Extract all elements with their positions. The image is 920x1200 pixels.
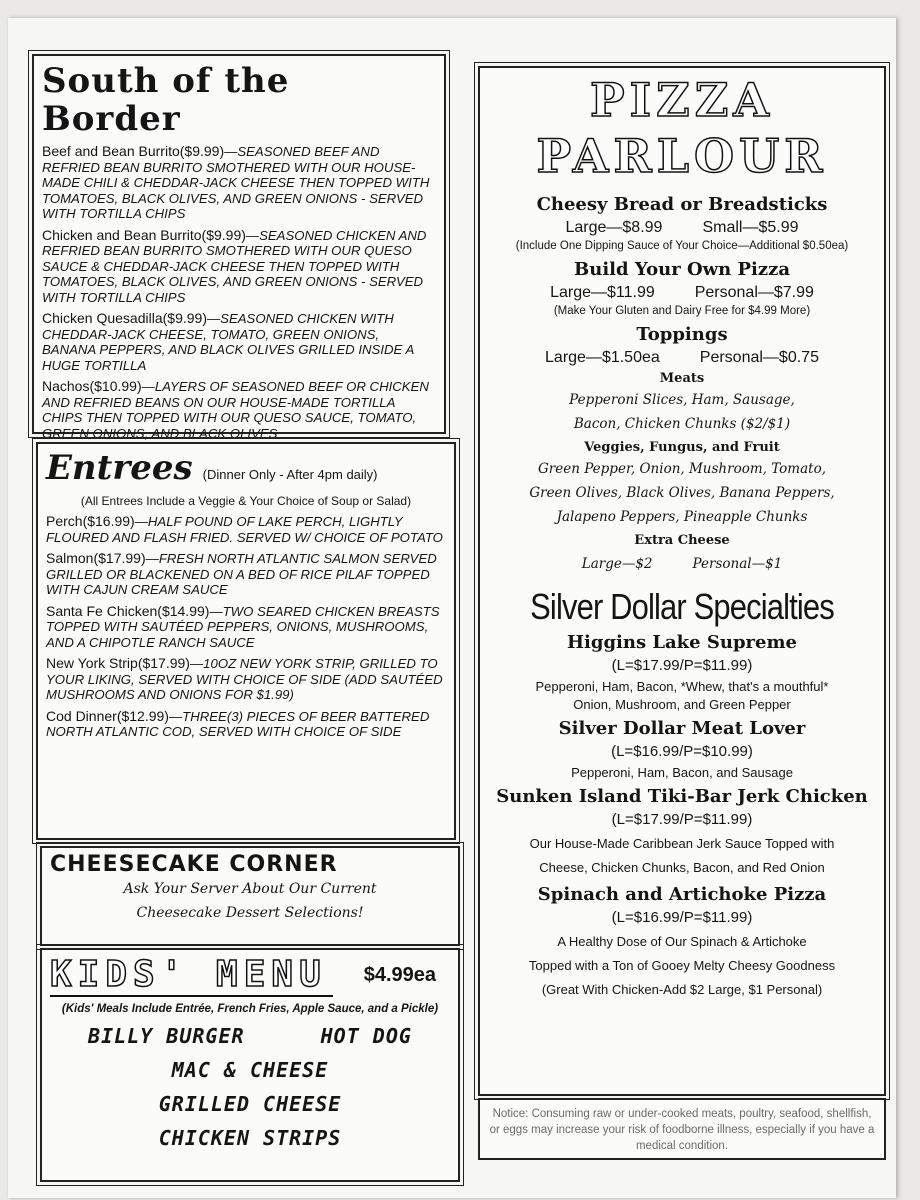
veggies-heading: Veggies, Fungus, and Fruit [584, 440, 780, 455]
item-desc: —SEASONED CHICKEN WITH CHEDDAR-JACK CHEESE, TOMATO, GREEN ONIONS, BANANA PEPPERS, AND BLACK OLIVES GRILLED INSIDE A HUGE TORTILLA [42, 311, 414, 373]
kids-item: HOT DOG [320, 1024, 412, 1048]
menu-item [42, 144, 436, 222]
kids-menu-section [40, 948, 460, 1182]
specialty-desc: Our House-Made Caribbean Jerk Sauce Topped with [529, 836, 835, 851]
item-name: Beef and Bean Burrito($9.99) [42, 143, 225, 159]
specialty-price: (L=$16.99/P=$10.99) [611, 743, 753, 760]
byo-note: (Make Your Gluten and Dairy Free for $4.99 More) [553, 305, 811, 317]
section-title: Entrees [46, 448, 193, 488]
cheesecake-corner-section [40, 846, 460, 946]
toppings-line: Bacon, Chicken Chunks ($2/$1) [573, 416, 791, 432]
specialty-name: Higgins Lake Supreme [567, 632, 797, 653]
menu-item [46, 551, 446, 598]
item-name: Perch($16.99) [46, 513, 135, 529]
price-large: Large—$1.50ea [545, 349, 660, 366]
menu-item [46, 604, 446, 651]
section-title: KIDS' MENU [50, 954, 333, 997]
section-title: South of the Border [42, 61, 290, 139]
price-personal: Personal—$0.75 [699, 349, 819, 366]
meats-heading: Meats [659, 371, 705, 386]
kids-row [50, 1019, 450, 1053]
item-name: New York Strip($17.99) [46, 655, 190, 671]
item-name: Santa Fe Chicken($14.99) [46, 602, 210, 619]
cheesecake-line: Cheesecake Dessert Selections! [136, 905, 364, 921]
kids-price: $4.99ea [363, 964, 436, 986]
specialty-desc: Cheese, Chicken Chunks, Bacon, and Red Onion [539, 860, 825, 875]
item-name: Nachos($10.99) [42, 378, 142, 394]
specialty-price: (L=$17.99/P=$11.99) [611, 811, 753, 828]
south-of-the-border-section [32, 54, 446, 441]
price-row [488, 284, 876, 302]
specialty-desc: Pepperoni, Ham, Bacon, and Sausage [571, 765, 793, 780]
toppings-line: Green Olives, Black Olives, Banana Peppers, [529, 485, 835, 501]
menu-item [46, 656, 446, 703]
price-row [488, 349, 876, 367]
menu-item [46, 709, 446, 740]
specialty-price: (L=$17.99/P=$11.99) [611, 657, 753, 674]
notice-text: Notice: Consuming raw or under-cooked meats, poultry, seafood, shellfish, or eggs may increase your risk of foodborne illness, especially if you have a medical condition. [489, 1108, 875, 1152]
item-desc: —LAYERS OF SEASONED BEEF OR CHICKEN AND REFRIED BEANS ON OUR HOUSE-MADE TORTILLA CHIPS THEN TOPPED WITH OUR QUESO SAUCE, TOMATO, GREEN ONIONS, AND BLACK OLIVES [42, 379, 429, 441]
specialty-name: Spinach and Artichoke Pizza [537, 884, 827, 905]
kids-row [50, 1121, 450, 1155]
cheesecake-line: Ask Your Server About Our Current [123, 881, 377, 897]
menu-item [42, 379, 436, 441]
food-safety-notice [478, 1098, 886, 1160]
item-desc: —SEASONED CHICKEN AND REFRIED BEAN BURRITO SMOTHERED WITH OUR QUESO SAUCE & CHEDDAR-JACK CHEESE THEN TOPPED WITH TOMATOES, BLACK OLIVES, AND GREEN ONIONS - SERVED WITH TORTILLA CHIPS [42, 227, 427, 305]
item-name: Chicken and Bean Burrito($9.99) [42, 226, 246, 243]
entrees-note: (Dinner Only - After 4pm daily) [202, 467, 378, 482]
item-desc: —TWO SEARED CHICKEN BREASTS TOPPED WITH SAUTÉED PEPPERS, ONIONS, MUSHROOMS, AND A CHIPOTLE RANCH SAUCE [46, 603, 440, 650]
item-name: Salmon($17.99) [46, 550, 146, 566]
kids-row [50, 1087, 450, 1121]
entrees-subnote: (All Entrees Include a Veggie & Your Choice of Soup or Salad) [80, 494, 412, 508]
menu-item [42, 228, 436, 306]
specialty-name: Sunken Island Tiki-Bar Jerk Chicken [496, 786, 868, 807]
byo-heading: Build Your Own Pizza [574, 259, 790, 280]
section-title: CHEESECAKE CORNER [50, 852, 338, 877]
item-desc: —THREE(3) PIECES OF BEER BATTERED NORTH ATLANTIC COD, SERVED WITH CHOICE OF SIDE [46, 708, 430, 739]
item-name: Cod Dinner($12.99) [46, 707, 169, 724]
kids-items [50, 1019, 450, 1155]
item-name: Chicken Quesadilla($9.99) [42, 310, 207, 326]
price-row [488, 219, 876, 237]
price-large: Large—$11.99 [550, 284, 655, 301]
entrees-header [46, 448, 446, 488]
pizza-parlour-section [478, 66, 886, 1096]
price-personal: Personal—$7.99 [694, 284, 814, 301]
kids-item: MAC & CHEESE [171, 1058, 329, 1082]
menu-item [42, 311, 436, 373]
toppings-line: Pepperoni Slices, Ham, Sausage, [569, 392, 795, 408]
specialty-desc: Onion, Mushroom, and Green Pepper [573, 697, 791, 712]
toppings-line: Green Pepper, Onion, Mushroom, Tomato, [538, 461, 826, 477]
specialty-desc: A Healthy Dose of Our Spinach & Artichoke [557, 934, 807, 949]
specialties-title: Silver Dollar Specialties [530, 586, 834, 627]
toppings-heading: Toppings [636, 324, 728, 345]
price-large: Large—$8.99 [565, 219, 663, 236]
item-desc: —HALF POUND OF LAKE PERCH, LIGHTLY FLOURED AND FLASH FRIED. SERVED W/ CHOICE OF POTATO [46, 514, 443, 545]
extra-cheese-heading: Extra Cheese [634, 533, 730, 548]
item-desc: —SEASONED BEEF AND REFRIED BEAN BURRITO SMOTHERED WITH OUR HOUSE-MADE CHILI & CHEDDAR-JACK CHEESE THEN TOPPED WITH TOMATOES, BLACK OLIVES, AND GREEN ONIONS - SERVED WITH TORTILLA CHIPS [42, 144, 430, 221]
toppings-line: Jalapeno Peppers, Pineapple Chunks [556, 509, 808, 525]
kids-note: (Kids' Meals Include Entrée, French Fries, Apple Sauce, and a Pickle) [61, 1003, 439, 1015]
item-desc: —FRESH NORTH ATLANTIC SALMON SERVED GRILLED OR BLACKENED ON A BED OF RICE PILAF TOPPED WITH CAJUN CREAM SAUCE [46, 551, 437, 597]
price-personal: Personal—$1 [692, 556, 783, 572]
section-title: PIZZA PARLOUR [536, 73, 828, 183]
specialty-name: Silver Dollar Meat Lover [558, 718, 806, 739]
specialty-desc: Topped with a Ton of Gooey Melty Cheesy Goodness [528, 958, 836, 973]
specialty-desc: (Great With Chicken-Add $2 Large, $1 Personal) [541, 982, 823, 997]
cheesy-bread-heading: Cheesy Bread or Breadsticks [536, 194, 828, 215]
specialty-price: (L=$16.99/P=$11.99) [611, 909, 753, 926]
price-row [488, 552, 876, 576]
kids-item: BILLY BURGER [88, 1024, 245, 1048]
cheesy-note: (Include One Dipping Sauce of Your Choice—Additional $0.50ea) [515, 240, 849, 252]
kids-row [50, 1053, 450, 1087]
kids-item: GRILLED CHEESE [158, 1092, 342, 1116]
kids-header [50, 954, 450, 997]
specialty-desc: Pepperoni, Ham, Bacon, *Whew, that's a mouthful* [535, 679, 829, 694]
menu-item [46, 514, 446, 545]
item-desc: —10OZ NEW YORK STRIP, GRILLED TO YOUR LIKING, SERVED WITH CHOICE OF SIDE (ADD SAUTÉED MUSHROOMS AND ONIONS FOR $1.99) [46, 656, 443, 702]
kids-item: CHICKEN STRIPS [158, 1126, 342, 1150]
price-small: Small—$5.99 [702, 219, 799, 236]
price-large: Large—$2 [581, 556, 653, 572]
entrees-section [36, 442, 456, 840]
